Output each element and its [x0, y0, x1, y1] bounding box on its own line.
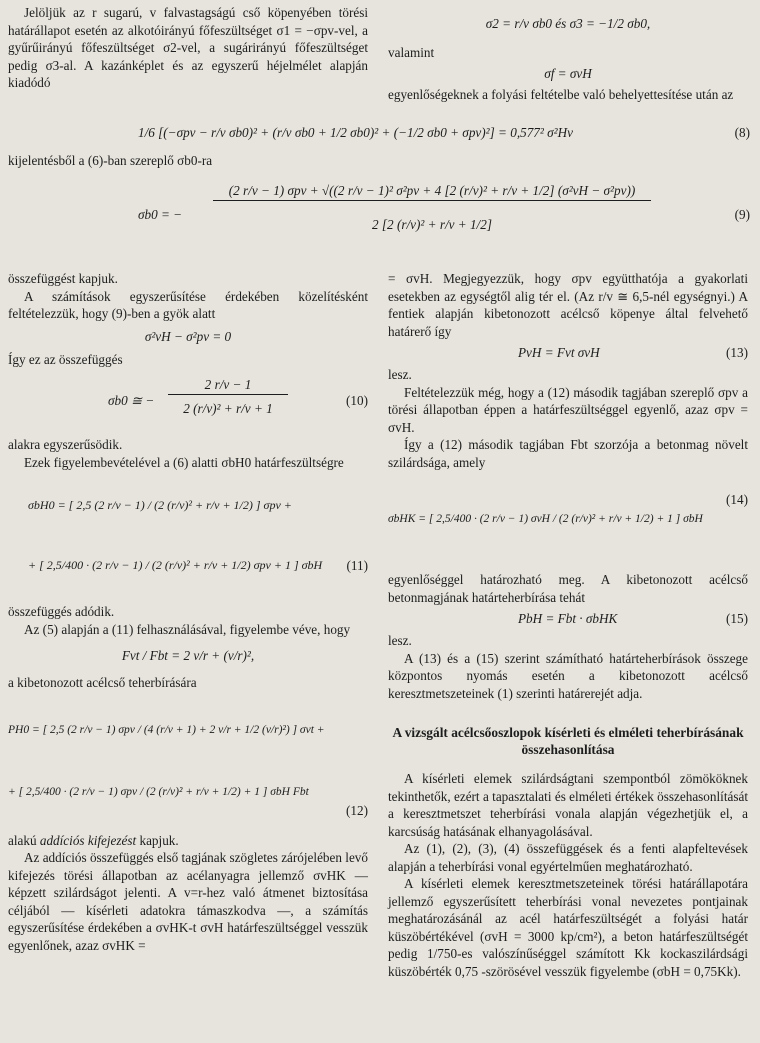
- equation-11: [8, 471, 368, 603]
- equation-14: [388, 471, 748, 571]
- equation-10-number: (10): [346, 393, 368, 408]
- equation-12-number: (12): [346, 802, 368, 818]
- ratio-equation: Fvt / Fbt = 2 v/r + (v/r)²,: [121, 648, 255, 663]
- equation-10-denominator: 2 (r/v)² + r/v + 1: [183, 401, 273, 416]
- equation-12-line2: + [ 2,5/400 · (2 r/v − 1) σpv / (2 (r/v)² + r/v + 1/2) + 1 ] σbH Fbt: [8, 785, 309, 798]
- yield-equation: σf = σvH: [544, 65, 592, 81]
- top-right-block: [388, 4, 748, 103]
- left-p9-c: kapjuk.: [136, 832, 179, 848]
- right-p10: A kísérleti elemek keresztmetszeteinek törési határállapotára jellemző egyszerűsített teherbírási vonal nevezetes pontjainak meghatározásánál az acél határfeszültségét a folyási határ küszöbértékével (σvH = 3000 kp/cm²), a beton határfeszültségét pedig 1/750-es valószínűséggel számított Kk kockaszilárdsági küszöbérték 0,75 -szörösével vesszük figyelembe (σbH = 0,75Kk).: [388, 876, 748, 979]
- left-p9-a: alakú: [8, 832, 40, 848]
- right-p2: lesz.: [388, 367, 412, 382]
- intro-text: Jelöljük az r sugarú, v falvastagságú cső köpenyében törési határállapot esetén az alkotóirányú főfeszültséget σ1 = −σpv-vel, a gyűrűirányú főfeszültséget σ2-vel, a sugárirányú főfeszültséget pedig σ3-al. A kazánképlet és az egyszerű héjelmélet alapján kiadódó: [8, 5, 368, 90]
- equation-9-denominator: 2 [2 (r/v)² + r/v + 1/2]: [372, 217, 492, 232]
- equation-15-expression: PbH = Fbt · σbHK: [518, 611, 618, 626]
- equation-11-line2: + [ 2,5/400 · (2 r/v − 1) / (2 (r/v)² + r/v + 1/2) σpv + 1 ] σbH: [28, 558, 323, 572]
- intro-paragraph: [8, 4, 368, 92]
- left-p2: A számítások egyszerűsítése érdekében közelítésként feltételezzük, hogy (9)-ben a gyök alatt: [8, 288, 368, 321]
- equation-11-line1: σbH0 = [ 2,5 (2 r/v − 1) / (2 (r/v)² + r/v + 1/2) ] σpv +: [28, 498, 292, 512]
- right-p7: A (13) és a (15) szerint számítható határteherbírások összege központos nyomás esetén a kibetonozott acélcső keresztmetszeteinek (1) szerinti határerejét adja.: [388, 650, 748, 701]
- right-p1: = σvH. Megjegyezzük, hogy σpv együtthatója a gyakorlati esetekben az egységtől alig tér el. (Az r/v ≅ 6,5-nél egységnyi.) A fentiek alapján kibetonozott acélcső köpenye által felvehető határerő így: [388, 271, 748, 339]
- valamint-text: valamint: [388, 45, 435, 60]
- equation-12-line1: PH0 = [ 2,5 (2 r/v − 1) σpv / (4 (r/v + 1) + 2 v/r + 1/2 (v/r)²) ] σvt +: [8, 723, 325, 736]
- equation-9-number: (9): [734, 207, 750, 222]
- substitution-text: egyenlőségeknek a folyási feltételbe való behelyettesítése után az: [388, 86, 734, 102]
- left-p5: Ezek figyelembevételével a (6) alatti σbH0 határfeszültségre: [24, 454, 344, 470]
- left-p10: Az addíciós összefüggés első tagjának szögletes zárójelében levő kifejezés törési állapotban az acélanyagra jellemző σvHK — képzett szilárdságot jelenti. A v=r-hez való átmenet biztosítása céljából — kísérleti adatokra támaszkodva —, a számítás egyszerűsítése érdekében a σvHK-t σvH határfeszültséggel vesszük egyenlőnek, azaz σvHK =: [8, 850, 368, 953]
- equation-8-expression: 1/6 [(−σpv − r/v σb0)² + (r/v σb0 + 1/2 σb0)² + (−1/2 σb0 + σpv)²] = 0,577² σ²Hv: [138, 125, 573, 140]
- equation-9-lhs: σb0 = −: [138, 207, 183, 222]
- left-p6: összefüggés adódik.: [8, 604, 115, 619]
- equation-13-expression: PvH = Fvt σvH: [518, 345, 600, 360]
- equation-10-numerator: 2 r/v − 1: [168, 376, 288, 395]
- equation-8-number: (8): [734, 125, 750, 140]
- equation-12: [8, 692, 368, 832]
- section-heading: A vizsgált acélcsőoszlopok kísérleti és elméleti teherbírásának összehasonlítása: [392, 725, 744, 757]
- left-column: [8, 270, 368, 954]
- right-p6: lesz.: [388, 633, 412, 648]
- equation-13: [388, 340, 748, 366]
- right-column: [388, 270, 748, 980]
- equation-9-numerator: (2 r/v − 1) σpv + √((2 r/v − 1)² σ²pv + 4 [2 (r/v)² + r/v + 1/2] (σ²vH − σ²pv)): [213, 182, 651, 201]
- heading-spacer-2: [388, 758, 748, 770]
- left-p3: Így ez az összefüggés: [8, 351, 123, 367]
- equation-13-number: (13): [726, 345, 748, 360]
- sigma-equation: σ2 = r/v σb0 és σ3 = −1/2 σb0,: [485, 16, 651, 31]
- left-p8: a kibetonozott acélcső teherbírására: [8, 675, 197, 690]
- equation-14-expression: σbHK = [ 2,5/400 · (2 r/v − 1) σvH / (2 (r/v)² + r/v + 1/2) + 1 ] σbH: [388, 513, 703, 525]
- equation-15-number: (15): [726, 611, 748, 626]
- right-p4: Így a (12) második tagjában Fbt szorzója a betonmag növelt szilárdsága, amely: [388, 437, 748, 470]
- equation-15: [388, 606, 748, 632]
- left-p9-emphasis: addíciós kifejezést: [39, 832, 137, 848]
- left-p4: alakra egyszerűsödik.: [8, 437, 123, 452]
- equation-10: [8, 368, 368, 436]
- root-equation: σ²vH − σ²pv = 0: [144, 328, 232, 344]
- left-p7: Az (5) alapján a (11) felhasználásával, figyelembe véve, hogy: [24, 621, 351, 637]
- right-p3: Feltételezzük még, hogy a (12) második tagjában szereplő σpv a törési állapotban éppen a határfeszültséggel egyenlő, azaz σpv = σvH.: [388, 384, 748, 435]
- equation-11-number: (11): [346, 558, 368, 573]
- heading-spacer: [388, 702, 748, 724]
- right-p8: A kísérleti elemek szilárdságtani szempontból zömököknek tekinthetők, ezért a tapasztalati és elméleti értékek összehasonlítását a keresztmetszet teherbírási vonala alapján végezhetjük el, a karcsúság hatásának elhanyagolásával.: [388, 771, 748, 839]
- equation-14-number: (14): [726, 492, 748, 507]
- equation-10-lhs: σb0 ≅ −: [108, 393, 155, 408]
- left-p1: összefüggést kapjuk.: [8, 271, 118, 286]
- left-p9: [8, 832, 368, 850]
- right-p5: egyenlőséggel határozható meg. A kibetonozott acélcső betonmagjának határteherbírása tehát: [388, 572, 748, 605]
- right-p9: Az (1), (2), (3), (4) összefüggések és a fenti alapfeltevések alapján a teherbírási vonal egyértelműen meghatározható.: [388, 841, 748, 874]
- after-eq8-text: kijelentésből a (6)-ban szereplő σb0-ra: [8, 153, 213, 168]
- equation-9: [8, 172, 750, 262]
